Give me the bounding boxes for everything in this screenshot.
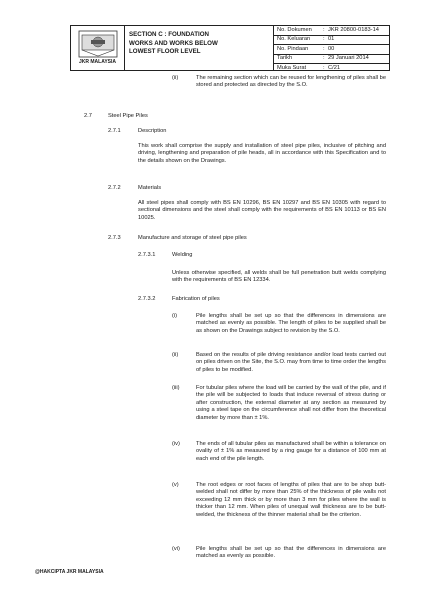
subsection-heading: Description	[138, 128, 167, 134]
logo-label: JKR MALAYSIA	[78, 59, 117, 65]
meta-row	[274, 45, 389, 55]
meta-label: Muka Surat	[277, 64, 307, 71]
title-line: LOWEST FLOOR LEVEL	[129, 48, 201, 56]
document-meta	[274, 26, 389, 70]
subsubsection-number: 2.7.3.1	[138, 252, 156, 258]
meta-label: No. Pindaan	[277, 45, 309, 52]
copyright-footer: @HAKCIPTA JKR MALAYSIA	[35, 569, 104, 575]
meta-colon: :	[323, 64, 325, 71]
meta-label: Tarikh	[277, 55, 293, 62]
meta-row	[274, 55, 389, 65]
item-text: The remaining section which can be reused for lengthening of piles shall be stored and protected as directed by the S.O.	[196, 75, 386, 89]
document-header	[70, 25, 390, 71]
subsubsection-number: 2.7.3.2	[138, 296, 156, 302]
item-number: (i)	[172, 313, 178, 319]
section-number: 2.7	[84, 113, 92, 119]
meta-label: No. Dokumen	[277, 26, 312, 33]
item-text: For tubular piles where the load will be carried by the wall of the pile, and if the pile will be subjected to loads that induce reversal of stress during or after construction, the external diameter at any section as measured by using a steel tape on the circumference shall not differ from the theoretical diameter by more than ± 1%.	[196, 385, 386, 421]
item-text: The ends of all tubular piles as manufactured shall be within a tolerance on ovality of ± 1% as measured by a ring gauge for a distance of 100 mm at each end of the pile length.	[196, 441, 386, 462]
materials-paragraph: All steel pipes shall comply with BS EN 10296, BS EN 10297 and BS EN 10305 with regard to sectional dimensions and the steel shall comply with the requirements of BS EN 10113 or BS EN 10025.	[138, 200, 386, 221]
subsection-number: 2.7.2	[108, 185, 121, 191]
subsubsection-heading: Fabrication of piles	[172, 296, 220, 302]
item-text: The root edges or root faces of lengths of piles that are to be shop butt-welded shall not differ by more than 25% of the thickness of pile walls not exceeding 12 mm thick or by more than 3 mm for piles where the wall is thicker than 12 mm. When piles of unequal wall thickness are to be butt-welded, the thickness of the thinner material shall be the criterion.	[196, 482, 386, 518]
meta-value: 00	[328, 45, 335, 52]
item-number: (vi)	[172, 546, 180, 552]
meta-row	[274, 36, 389, 46]
item-number: (v)	[172, 482, 179, 488]
meta-colon: :	[323, 36, 325, 43]
meta-colon: :	[323, 55, 325, 62]
subsection-heading: Materials	[138, 185, 162, 191]
meta-value: JKR 20800-0183-14	[328, 26, 379, 33]
jkr-logo	[78, 30, 118, 58]
welding-paragraph: Unless otherwise specified, all welds shall be full penetration butt welds complying with the requirements of BS EN 12334.	[172, 270, 386, 284]
item-number: (iii)	[172, 385, 180, 391]
meta-row	[274, 26, 389, 36]
subsection-heading: Manufacture and storage of steel pipe piles	[138, 235, 247, 241]
subsection-number: 2.7.3	[108, 235, 121, 241]
item-text: Pile lengths shall be set up so that the differences in dimensions are matched as evenly as possible. The length of piles to be supplied shall be as shown on the Drawings subject to revision by the S.O.	[196, 313, 386, 334]
item-number: (ii)	[172, 352, 179, 358]
description-paragraph: This work shall comprise the supply and installation of steel pipe piles, inclusive of pitching and driving, lengthening and preparation of pile heads, all in accordance with this Specification and to the details shown on the Drawings.	[138, 143, 386, 164]
item-number: (iv)	[172, 441, 180, 447]
meta-value: 29 Januari 2014	[328, 55, 369, 62]
subsection-number: 2.7.1	[108, 128, 121, 134]
title-line: WORKS AND WORKS BELOW	[129, 39, 218, 47]
section-title	[125, 26, 274, 70]
item-text: Based on the results of pile driving resistance and/or load tests carried out on piles driven on the Site, the S.O. may from time to time order the lengths of piles to be modified.	[196, 352, 386, 373]
item-text: Pile lengths shall be set up so that the differences in dimensions are matched as evenly as possible.	[196, 546, 386, 560]
title-line: SECTION C : FOUNDATION	[129, 31, 209, 38]
meta-colon: :	[323, 45, 325, 52]
meta-value: C/21	[328, 64, 341, 71]
meta-colon: :	[323, 26, 325, 33]
section-heading: Steel Pipe Piles	[108, 113, 148, 119]
meta-label: No. Keluaran	[277, 36, 311, 43]
subsubsection-heading: Welding	[172, 252, 193, 258]
meta-value: 01	[328, 36, 335, 43]
logo-cell	[71, 26, 125, 70]
item-number: (ii)	[172, 75, 179, 81]
meta-row	[274, 64, 389, 73]
